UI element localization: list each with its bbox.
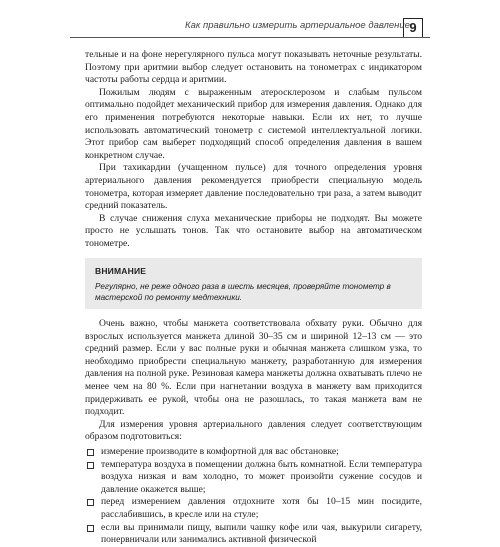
- body-paragraph: В случае снижения слуха механические приборы не подходят. Вы можете просто не услышать тонов. Так что остановите выбор на автоматическом тонометре.: [85, 212, 422, 249]
- square-bullet-icon: [87, 525, 94, 532]
- list-item-text: измерение производите в комфортной для вас обстановке;: [101, 446, 339, 458]
- body-paragraph: Очень важно, чтобы манжета соответствовала обхвату руки. Обычно для взрослых используется манжета длиной 30–35 см и шириной 12–13 см — это средний размер. Если у вас полные руки и обычная манжета слишком узка, то необходимо приобрести специальную манжету, разработанную для измерения давления на полной руке. Резиновая камера манжеты должна охватывать плечо не менее чем на 80 %. Если при нагнетании воздуха в манжету вам приходится придерживать ее рукой, чтобы она не разошлась, то такая манжета вам не подходит.: [85, 318, 422, 418]
- header-divider: [70, 37, 430, 38]
- running-header-title: Как правильно измерить артериальное давление: [185, 20, 410, 31]
- square-bullet-icon: [87, 462, 94, 469]
- running-header: [0, 18, 500, 38]
- square-bullet-icon: [87, 499, 94, 506]
- list-item: [85, 496, 422, 521]
- list-item-text: перед измерением давления отдохните хотя бы 10–15 мин посидите, расслабившись, в кресле или на стуле;: [101, 496, 422, 520]
- body-paragraph: Для измерения уровня артериального давления следует соответствующим образом подготовиться:: [85, 418, 422, 443]
- square-bullet-icon: [87, 449, 94, 456]
- page-number: 9: [403, 18, 423, 38]
- list-item: [85, 459, 422, 497]
- list-item: [85, 446, 422, 459]
- page-body: [85, 49, 422, 547]
- body-paragraph: тельные и на фоне нерегулярного пульса могут показывать неточные результаты. Поэтому при аритмии выбор следует остановить на тонометрах с индикатором частоты работы сердца и аритмии.: [85, 49, 422, 86]
- preparation-list: [85, 446, 422, 547]
- attention-callout: [85, 258, 422, 310]
- body-paragraph: При тахикардии (учащенном пульсе) для точного определения уровня артериального давления рекомендуется приобрести специальную модель тонометра, которая измеряет давление последовательно три раза, а затем выводит средний показатель.: [85, 162, 422, 212]
- list-item-text: температура воздуха в помещении должна быть комнатной. Если температура воздуха низкая и вам холодно, то может произойти сужение сосудов и давление окажется выше;: [101, 458, 422, 495]
- callout-title: ВНИМАНИЕ: [95, 265, 147, 276]
- body-paragraph: Пожилым людям с выраженным атеросклерозом и слабым пульсом оптимально подойдет механический прибор для измерения давления. Однако для его применения потребуются некоторые навыки. Если их нет, то лучше использовать автоматический тонометр с системой интеллектуальной логики. Этот прибор сам выберет подходящий способ определения давления в вашем конкретном случае.: [85, 86, 422, 161]
- list-item: [85, 522, 422, 547]
- callout-text: Регулярно, не реже одного раза в шесть месяцев, проверяйте тонометр в мастерской по ремонту медтехники.: [95, 282, 391, 303]
- list-item-text: если вы принимали пищу, выпили чашку кофе или чая, выкурили сигарету, понервничали или занимались активной физической: [101, 521, 422, 546]
